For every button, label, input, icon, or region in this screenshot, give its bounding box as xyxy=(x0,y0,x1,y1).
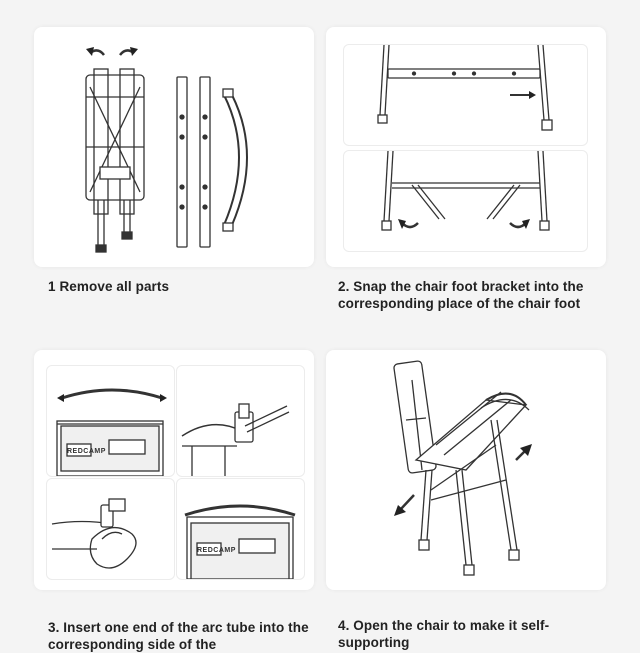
step4-caption: 4. Open the chair to make it self-supporting xyxy=(338,618,550,650)
step2-caption: 2. Snap the chair foot bracket into the corresponding place of the chair foot xyxy=(338,279,584,311)
step2-illustration-panel xyxy=(326,27,606,267)
step4-illustration-panel xyxy=(326,350,606,590)
step3-subpanel-a xyxy=(46,365,175,477)
brand-label-2: REDCAMP xyxy=(197,547,236,554)
step4-illustration xyxy=(326,350,606,590)
step2-bottom-illustration xyxy=(344,151,587,251)
step3-subpanel-c xyxy=(46,478,175,580)
step3-subpanel-b xyxy=(176,365,305,477)
step2-top-illustration xyxy=(344,45,587,145)
step1-caption: 1 Remove all parts xyxy=(48,279,170,294)
step3-illustration-b xyxy=(177,366,304,476)
step2-top-subpanel xyxy=(343,44,588,146)
step3-illustration-a xyxy=(47,366,174,476)
step2-bottom-subpanel xyxy=(343,150,588,252)
step3-illustration-d xyxy=(177,479,304,579)
brand-label: REDCAMP xyxy=(67,448,106,455)
step3-illustration-panel xyxy=(34,350,314,590)
step3-subpanel-d xyxy=(176,478,305,580)
step3-caption: 3. Insert one end of the arc tube into the corresponding side of the xyxy=(48,620,309,652)
step1-illustration xyxy=(34,27,314,267)
step3-illustration-c xyxy=(47,479,174,579)
step1-illustration-panel xyxy=(34,27,314,267)
